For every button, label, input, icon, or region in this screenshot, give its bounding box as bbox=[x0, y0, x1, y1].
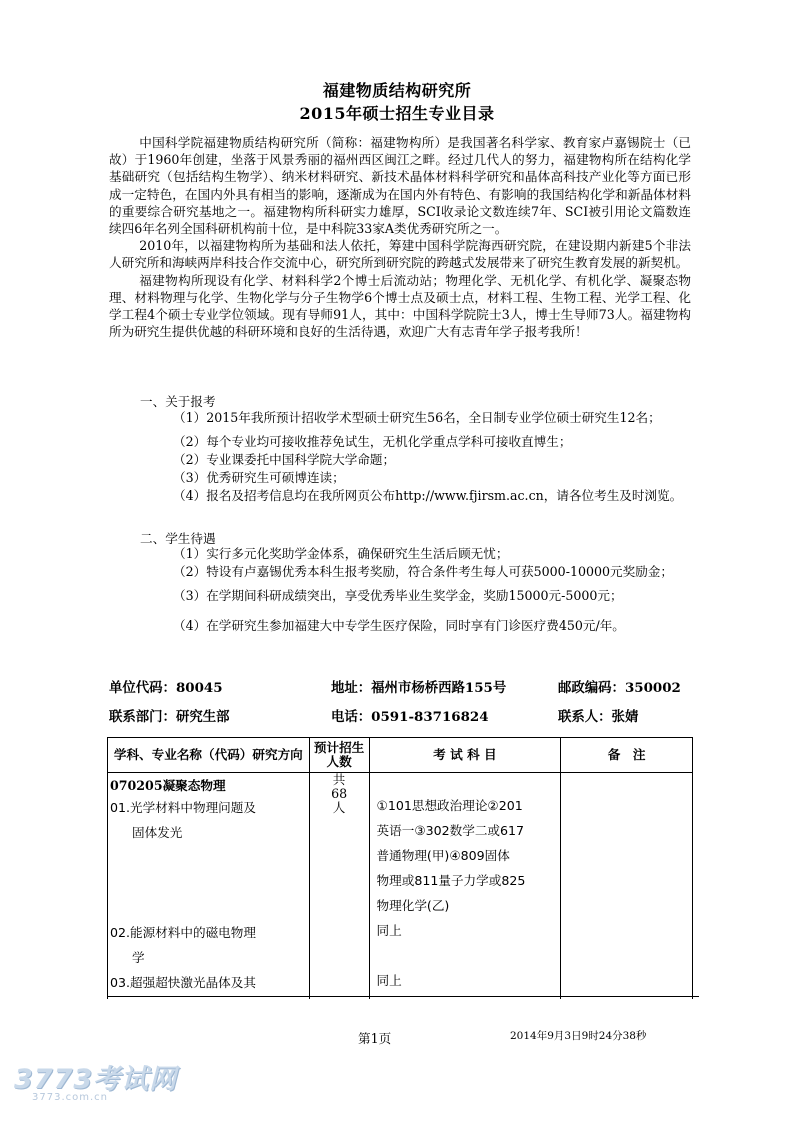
list-item: （1）实行多元化奖助学金体系，确保研究生生活后顾无忧； bbox=[173, 546, 509, 561]
table-row bbox=[108, 773, 693, 1000]
major-name: 070205凝聚态物理 bbox=[110, 778, 226, 793]
list-item: （1）2015年我所预计招收学术型硕士研究生56名，全日制专业学位硕士研究生12名； bbox=[173, 410, 661, 425]
benefits-list bbox=[109, 545, 694, 635]
watermark-url: 3773.com.cn bbox=[32, 1092, 108, 1103]
plan-count: 人 bbox=[332, 800, 346, 815]
direction-line: 01.光学材料中物理问题及 bbox=[110, 800, 256, 815]
table-header-row bbox=[108, 738, 693, 773]
list-item: （2）每个专业均可接收推荐免试生，无机化学重点学科可接收直博生； bbox=[173, 434, 572, 449]
document-title: 福建物质结构研究所 bbox=[322, 81, 472, 100]
exam-same: 同上 bbox=[376, 973, 402, 988]
exam-subjects-line: 英语一③302数学二或617 bbox=[376, 823, 525, 838]
exam-cell bbox=[369, 773, 561, 1000]
contact-department: 联系部门：研究生部 bbox=[109, 709, 230, 725]
postcode: 邮政编码：350002 bbox=[558, 680, 681, 696]
section-heading-benefits: 二、学生待遇 bbox=[140, 531, 216, 546]
contact-person: 联系人：张婧 bbox=[558, 709, 639, 725]
application-list bbox=[109, 409, 694, 505]
majors-table bbox=[107, 737, 693, 999]
exam-subjects-line: ①101思想政治理论②201 bbox=[376, 798, 523, 813]
exam-same: 同上 bbox=[376, 923, 402, 938]
header-plan: 预计招生人数 bbox=[309, 738, 369, 773]
address: 地址：福州市杨桥西路155号 bbox=[331, 680, 507, 696]
document-subtitle: 2015年硕士招生专业目录 bbox=[299, 104, 495, 123]
page-number: 第1页 bbox=[358, 1031, 392, 1046]
list-item: （4）报名及招考信息均在我所网页公布http://www.fjirsm.ac.cn，请各位考生及时浏览。 bbox=[173, 488, 683, 503]
intro-paragraph: 福建物构所现设有化学、材料科学2个博士后流动站；物理化学、无机化学、有机化学、凝聚态物理、材料物理与化学、生物化学与分子生物学6个博士点及硕士点，材料工程、生物工程、光学工程、化学工程4个硕士专业学位领域。现有导师91人，其中：中国科学院院士3人，博士生导师73人。福建物构所为研究生提供优越的科研环境和良好的生活待遇，欢迎广大有志青年学子报考我所！ bbox=[109, 272, 691, 340]
watermark-logo: 3773考试网 bbox=[14, 1064, 178, 1095]
header-exam: 考 试 科 目 bbox=[369, 738, 561, 773]
intro-text bbox=[109, 134, 691, 340]
table-bottom-rule bbox=[107, 996, 699, 997]
plan-count: 68 bbox=[331, 786, 348, 801]
note-cell bbox=[561, 773, 693, 1000]
phone: 电话：0591-83716824 bbox=[331, 709, 489, 725]
list-item: （3）优秀研究生可硕博连读； bbox=[173, 470, 345, 485]
intro-paragraph: 2010年，以福建物构所为基础和法人依托，筹建中国科学院海西研究院，在建设期内新建5个非法人研究所和海峡两岸科技合作交流中心，研究所到研究院的跨越式发展带来了研究生教育发展的新契机。 bbox=[109, 238, 691, 271]
direction-line: 固体发光 bbox=[132, 825, 183, 840]
intro-paragraph: 中国科学院福建物质结构研究所（简称：福建物构所）是我国著名科学家、教育家卢嘉锡院士（已故）于1960年创建，坐落于风景秀丽的福州西区闽江之畔。经过几代人的努力，福建物构所在结构化学基础研究（包括结构生物学）、纳米材料研究、新技术晶体材料科学研究和晶体高科技产业化等方面已形成一定特色，在国内外具有相当的影响，逐渐成为在国内外有特色、有影响的我国结构化学和新晶体材料的重要综合研究基地之一。福建物构所科研实力雄厚，SCI收录论文数连续7年、SCI被引用论文篇数连续四6年名列全国科研机构前十位，是中科院33家A类优秀研究所之一。 bbox=[109, 135, 691, 237]
list-item: （2）专业课委托中国科学院大学命题； bbox=[173, 452, 396, 467]
exam-subjects-line: 物理或811量子力学或825 bbox=[376, 873, 526, 888]
exam-subjects-line: 物理化学(乙) bbox=[376, 898, 450, 913]
major-cell bbox=[108, 773, 310, 1000]
header-major: 学科、专业名称（代码）研究方向 bbox=[108, 738, 310, 773]
exam-subjects-line: 普通物理(甲)④809固体 bbox=[376, 848, 510, 863]
unit-code: 单位代码：80045 bbox=[109, 680, 223, 696]
print-timestamp: 2014年9月3日9时24分38秒 bbox=[510, 1030, 647, 1042]
list-item: （3）在学期间科研成绩突出，享受优秀毕业生奖学金，奖励15000元-5000元； bbox=[173, 588, 623, 603]
direction-line: 学 bbox=[132, 950, 145, 965]
section-heading-application: 一、关于报考 bbox=[140, 394, 216, 409]
direction-line: 03.超强超快激光晶体及其 bbox=[110, 975, 256, 990]
plan-count: 共 bbox=[332, 772, 346, 787]
header-note: 备 注 bbox=[561, 738, 693, 773]
list-item: （4）在学研究生参加福建大中专学生医疗保险，同时享有门诊医疗费450元/年。 bbox=[173, 618, 625, 633]
plan-cell bbox=[309, 773, 369, 1000]
direction-line: 02.能源材料中的磁电物理 bbox=[110, 925, 256, 940]
list-item: （2）特设有卢嘉锡优秀本科生报考奖励，符合条件考生每人可获5000-10000元奖励金； bbox=[173, 564, 673, 579]
